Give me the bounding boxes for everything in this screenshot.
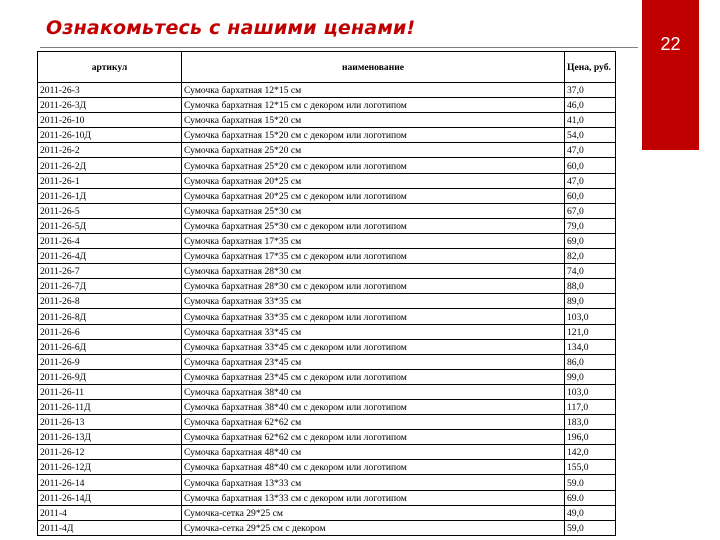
cell-price: 196,0 xyxy=(565,430,616,445)
table-row xyxy=(38,279,616,294)
table-row xyxy=(38,188,616,203)
cell-price: 99,0 xyxy=(565,369,616,384)
cell-name: Сумочка бархатная 62*62 см xyxy=(182,415,565,430)
cell-name: Сумочка бархатная 17*35 см с декором или логотипом xyxy=(182,249,565,264)
cell-price: 59,0 xyxy=(565,520,616,535)
table-row xyxy=(38,399,616,414)
cell-name: Сумочка бархатная 25*30 см с декором или логотипом xyxy=(182,218,565,233)
table-row xyxy=(38,430,616,445)
table-row xyxy=(38,309,616,324)
table-row xyxy=(38,113,616,128)
table-row xyxy=(38,264,616,279)
cell-price: 82,0 xyxy=(565,249,616,264)
cell-name: Сумочка-сетка 29*25 см xyxy=(182,505,565,520)
cell-article: 2011-26-7Д xyxy=(38,279,182,294)
cell-article: 2011-26-6 xyxy=(38,324,182,339)
cell-name: Сумочка-сетка 29*25 см с декором xyxy=(182,520,565,535)
cell-article: 2011-26-9Д xyxy=(38,369,182,384)
cell-name: Сумочка бархатная 15*20 см xyxy=(182,113,565,128)
cell-article: 2011-26-8 xyxy=(38,294,182,309)
cell-article: 2011-26-5 xyxy=(38,203,182,218)
cell-price: 60,0 xyxy=(565,158,616,173)
table-row xyxy=(38,218,616,233)
cell-article: 2011-26-4 xyxy=(38,233,182,248)
table-row xyxy=(38,83,616,98)
cell-name: Сумочка бархатная 23*45 см xyxy=(182,354,565,369)
cell-article: 2011-26-2 xyxy=(38,143,182,158)
cell-price: 74,0 xyxy=(565,264,616,279)
cell-article: 2011-26-11Д xyxy=(38,399,182,414)
cell-price: 88,0 xyxy=(565,279,616,294)
cell-article: 2011-26-9 xyxy=(38,354,182,369)
cell-price: 89,0 xyxy=(565,294,616,309)
table-row xyxy=(38,505,616,520)
cell-article: 2011-26-8Д xyxy=(38,309,182,324)
cell-name: Сумочка бархатная 48*40 см с декором или логотипом xyxy=(182,460,565,475)
cell-price: 47,0 xyxy=(565,173,616,188)
cell-article: 2011-26-11 xyxy=(38,384,182,399)
cell-name: Сумочка бархатная 12*15 см с декором или логотипом xyxy=(182,98,565,113)
table-row xyxy=(38,354,616,369)
cell-price: 69.0 xyxy=(565,490,616,505)
cell-price: 59.0 xyxy=(565,475,616,490)
table-row xyxy=(38,445,616,460)
cell-name: Сумочка бархатная 38*40 см с декором или логотипом xyxy=(182,399,565,414)
cell-article: 2011-26-2Д xyxy=(38,158,182,173)
price-table xyxy=(37,51,616,536)
cell-article: 2011-26-13Д xyxy=(38,430,182,445)
table-row xyxy=(38,249,616,264)
cell-article: 2011-26-13 xyxy=(38,415,182,430)
cell-article: 2011-26-14 xyxy=(38,475,182,490)
table-row xyxy=(38,203,616,218)
cell-price: 86,0 xyxy=(565,354,616,369)
table-row xyxy=(38,98,616,113)
table-row xyxy=(38,128,616,143)
cell-article: 2011-26-5Д xyxy=(38,218,182,233)
cell-article: 2011-26-3Д xyxy=(38,98,182,113)
cell-price: 49,0 xyxy=(565,505,616,520)
table-row xyxy=(38,294,616,309)
cell-article: 2011-4 xyxy=(38,505,182,520)
cell-price: 69,0 xyxy=(565,233,616,248)
cell-name: Сумочка бархатная 20*25 см xyxy=(182,173,565,188)
cell-price: 60,0 xyxy=(565,188,616,203)
cell-price: 155,0 xyxy=(565,460,616,475)
cell-name: Сумочка бархатная 17*35 см xyxy=(182,233,565,248)
cell-price: 41,0 xyxy=(565,113,616,128)
cell-article: 2011-26-12Д xyxy=(38,460,182,475)
table-row xyxy=(38,520,616,535)
cell-name: Сумочка бархатная 25*20 см xyxy=(182,143,565,158)
cell-name: Сумочка бархатная 13*33 см с декором или логотипом xyxy=(182,490,565,505)
cell-price: 103,0 xyxy=(565,384,616,399)
table-header-row xyxy=(38,52,616,83)
cell-price: 79,0 xyxy=(565,218,616,233)
header-article: артикул xyxy=(38,52,182,83)
cell-name: Сумочка бархатная 33*35 см с декором или логотипом xyxy=(182,309,565,324)
cell-name: Сумочка бархатная 48*40 см xyxy=(182,445,565,460)
header-name: наименование xyxy=(182,52,565,83)
table-row xyxy=(38,384,616,399)
table-row xyxy=(38,369,616,384)
cell-name: Сумочка бархатная 12*15 см xyxy=(182,83,565,98)
cell-article: 2011-26-1Д xyxy=(38,188,182,203)
cell-article: 2011-26-7 xyxy=(38,264,182,279)
cell-article: 2011-26-4Д xyxy=(38,249,182,264)
price-table-body xyxy=(38,83,616,536)
cell-article: 2011-26-3 xyxy=(38,83,182,98)
cell-article: 2011-26-10 xyxy=(38,113,182,128)
cell-name: Сумочка бархатная 62*62 см с декором или логотипом xyxy=(182,430,565,445)
cell-name: Сумочка бархатная 33*35 см xyxy=(182,294,565,309)
page-title: Ознакомьтесь с нашими ценами! xyxy=(46,17,416,39)
table-row xyxy=(38,143,616,158)
cell-article: 2011-4Д xyxy=(38,520,182,535)
cell-price: 183,0 xyxy=(565,415,616,430)
cell-price: 117,0 xyxy=(565,399,616,414)
title-divider xyxy=(40,47,638,48)
table-row xyxy=(38,339,616,354)
cell-article: 2011-26-12 xyxy=(38,445,182,460)
cell-price: 67,0 xyxy=(565,203,616,218)
cell-price: 103,0 xyxy=(565,309,616,324)
cell-price: 142,0 xyxy=(565,445,616,460)
cell-article: 2011-26-14Д xyxy=(38,490,182,505)
table-row xyxy=(38,173,616,188)
cell-name: Сумочка бархатная 23*45 см с декором или логотипом xyxy=(182,369,565,384)
cell-price: 46,0 xyxy=(565,98,616,113)
cell-name: Сумочка бархатная 28*30 см xyxy=(182,264,565,279)
cell-article: 2011-26-1 xyxy=(38,173,182,188)
cell-price: 37,0 xyxy=(565,83,616,98)
cell-name: Сумочка бархатная 33*45 см xyxy=(182,324,565,339)
table-row xyxy=(38,158,616,173)
cell-price: 47,0 xyxy=(565,143,616,158)
cell-name: Сумочка бархатная 28*30 см с декором или логотипом xyxy=(182,279,565,294)
cell-name: Сумочка бархатная 38*40 см xyxy=(182,384,565,399)
cell-name: Сумочка бархатная 13*33 см xyxy=(182,475,565,490)
table-row xyxy=(38,324,616,339)
header-price: Цена, руб. xyxy=(565,52,616,83)
page-number-badge: 22 xyxy=(642,0,699,150)
cell-price: 121,0 xyxy=(565,324,616,339)
table-row xyxy=(38,415,616,430)
cell-name: Сумочка бархатная 20*25 см с декором или логотипом xyxy=(182,188,565,203)
table-row xyxy=(38,460,616,475)
cell-article: 2011-26-10Д xyxy=(38,128,182,143)
cell-name: Сумочка бархатная 25*30 см xyxy=(182,203,565,218)
cell-name: Сумочка бархатная 25*20 см с декором или логотипом xyxy=(182,158,565,173)
cell-price: 134,0 xyxy=(565,339,616,354)
cell-price: 54,0 xyxy=(565,128,616,143)
table-row xyxy=(38,490,616,505)
cell-name: Сумочка бархатная 15*20 см с декором или логотипом xyxy=(182,128,565,143)
table-row xyxy=(38,475,616,490)
cell-name: Сумочка бархатная 33*45 см с декором или логотипом xyxy=(182,339,565,354)
cell-article: 2011-26-6Д xyxy=(38,339,182,354)
table-row xyxy=(38,233,616,248)
